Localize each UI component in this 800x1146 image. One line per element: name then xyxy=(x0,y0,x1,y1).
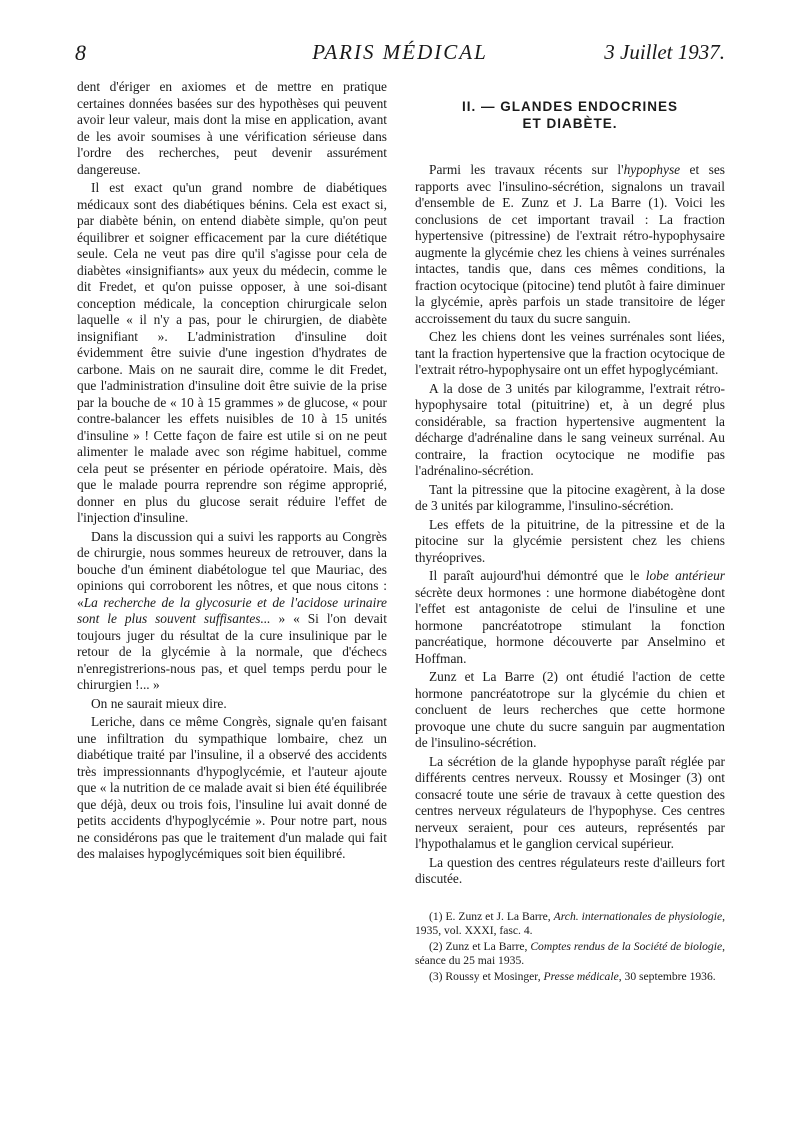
footnote-2 xyxy=(415,940,725,969)
right-paragraph-1 xyxy=(415,162,725,327)
right-column xyxy=(415,79,725,985)
issue-date: 3 Juillet 1937. xyxy=(604,40,725,64)
footnote-3-details: , 30 septembre 1936. xyxy=(618,969,716,983)
footnote-3-authors: (3) Roussy et Mosinger, xyxy=(429,969,544,983)
section-heading-line-1: II. — GLANDES ENDOCRINES xyxy=(461,99,679,114)
footnotes xyxy=(415,910,725,985)
journal-title: PARIS MÉDICAL xyxy=(312,40,488,64)
right-paragraph-6-text-a: Il paraît aujourd'hui démontré que le xyxy=(429,568,646,583)
left-paragraph-3-text-a: Dans la discussion qui a suivi les rapports au Congrès de chirurgie, nous sommes heureux de retrouver, dans la bouche d'un éminent diabétologue tel que Mauriac, des opinions qui corroborent les nôtres, et que nous citons : « xyxy=(77,528,387,610)
footnote-1-authors: (1) E. Zunz et J. La Barre, xyxy=(429,909,554,923)
right-paragraph-8: La sécrétion de la glande hypophyse paraît réglée par différents centres nerveux. Roussy et Mosinger (3) ont consacré toute une série de travaux à cette question des centres nerveux régulateurs de l'hypophyse. Ces centres nerveux seraient, pour ces auteurs, représentés par l'hypothalamus et le ganglion cervical supérieur. xyxy=(415,753,725,851)
footnote-3-source: Presse médicale xyxy=(543,969,619,983)
left-column xyxy=(77,79,387,863)
right-paragraph-2: Chez les chiens dont les veines surrénales sont liées, tant la fraction hypertensive que la fraction ocytocique de l'extrait rétro-hypophysaire ont un effet hypoglycémiant. xyxy=(415,329,725,377)
left-paragraph-3 xyxy=(77,529,387,694)
footnote-1-source: Arch. internationales de physiologie xyxy=(553,909,723,923)
footnote-1 xyxy=(415,910,725,939)
footnote-2-source: Comptes rendus de la Société de biologie xyxy=(530,939,723,953)
footnote-3 xyxy=(415,970,725,985)
right-paragraph-9: La question des centres régulateurs reste d'ailleurs fort discutée. xyxy=(415,854,725,886)
lobe-anterieur-term: lobe antérieur xyxy=(645,568,725,583)
footnote-2-authors: (2) Zunz et La Barre, xyxy=(429,939,531,953)
left-paragraph-1: dent d'ériger en axiomes et de mettre en pratique certaines données basées sur des hypothèses qui peuvent avoir leur valeur, mais dont la mise en application, avant de les avoir soumises à une vérification sérieuse dans l'ordre des recherches, peut devenir assurément dangereuse. xyxy=(77,79,387,177)
left-paragraph-3-text-b: » « Si l'on devait toujours juger du résultat de la cure insulinique par le retour de la glycémie à la normale, que d'échecs n'enregistrerions-nous pas, et quel temps perdu pour le chirurgien !... » xyxy=(77,611,387,692)
right-paragraph-6 xyxy=(415,568,725,667)
hypophyse-term: hypophyse xyxy=(623,162,681,177)
footnote-2-details: , séance du 25 mai 1935. xyxy=(415,939,725,967)
right-paragraph-6-text-b: sécrète deux hormones : une hormone diabétogène dont l'effet est antagoniste de celui de l'insuline et une hormone pancréatotrope stimulant la fonction pancréatique, hormone découverte par Anselmino et Hoffman. xyxy=(415,584,725,666)
section-heading-line-2: ET DIABÈTE. xyxy=(522,116,618,131)
right-paragraph-1-text-a: Parmi les travaux récents sur l' xyxy=(429,162,624,177)
footnote-1-details: , 1935, vol. XXXI, fasc. 4. xyxy=(415,909,726,937)
section-heading xyxy=(415,98,725,132)
right-paragraph-5: Les effets de la pituitrine, de la pitressine et de la pitocine sur la glycémie persistent chez les chiens thyréoprives. xyxy=(415,516,725,565)
left-paragraph-2: Il est exact qu'un grand nombre de diabétiques médicaux sont des diabétiques bénins. Cela est exact si, par diabète bénin, on entend diabète simple, qu'on peut équilibrer et soigner efficacement par la cure diététique seule. Cela ne veut pas dire qu'il s'agisse pour cela de diabètes «insignifiants» aux yeux du médecin, comme le dit Fredet, et qu'on puisse opposer, à une soi-disant conception médicale, la conception chirurgicale selon laquelle « il n'y a pas, pour le chirurgien, de diabète insignifiant ». L'administration d'insuline doit évidemment être suivie d'une ingestion d'hydrates de carbone. Mais on ne saurait dire, comme le dit Fredet, que l'administration d'insuline doit être suivie de la prise par la bouche de « 10 à 15 grammes » de glucose, « pour contre-balancer les effets nuisibles de 10 à 15 unités d'insuline » ! Cette façon de faire est utile si on ne peut alimenter le malade avec son régime habituel, comme cela peut se présenter en période opératoire. Mais, dès que le malade pourra reprendre son régime approprié, donner en plus du glucose serait réduire l'effet de l'injection d'insuline. xyxy=(77,180,387,525)
right-paragraph-3: A la dose de 3 unités par kilogramme, l'extrait rétro-hypophysaire total (pituitrine) et, à un degré plus considérable, sa fraction hypertensive augmentent la décharge d'adrénaline dans le sang veineux surrénal. Au contraire, la fraction ocytocique ne modifie pas l'adrénalino-sécrétion. xyxy=(415,380,725,478)
right-paragraph-7: Zunz et La Barre (2) ont étudié l'action de cette hormone pancréatotrope sur la glycémie du chien et concluent de leurs recherches que cette hormone provoque une chute du sucre sanguin par augmentation de l'insulino-sécrétion. xyxy=(415,669,725,750)
right-paragraph-4: Tant la pitressine que la pitocine exagèrent, à la dose de 3 unités par kilogramme, l'insulino-sécrétion. xyxy=(415,481,725,513)
page-number: 8 xyxy=(75,40,86,65)
right-paragraph-1-text-b: et ses rapports avec l'insulino-sécrétion, signalons un travail d'ensemble de E. Zunz et J. La Barre (1). Voici les conclusions de cet important travail : La fraction hypertensive (pitressine) de l'extrait rétro-hypophysaire augmente la glycémie chez les chiens à veines surrénales intactes, tandis que, dans ces mêmes conditions, la fraction ocytocique (pitocine) tend plutôt à faire diminuer la glycémie, après parfois un stade transitoire de léger accroissement du taux du sucre sanguin. xyxy=(415,162,725,326)
page-header xyxy=(75,40,725,70)
left-paragraph-5: Leriche, dans ce même Congrès, signale qu'en faisant une infiltration du sympathique lombaire, chez un diabétique traité par l'insuline, il a observé des accidents très impressionnants d'hypoglycémie, et l'auteur ajoute que « la nutrition de ce malade avait si bien été équilibrée que déjà, deux ou trois fois, l'insuline lui avait donné de petits accidents d'hypoglycémie ». Pour notre part, nous ne considérons pas que le traitement d'un malade qui fait des malaises hypoglycémiques soit bien équilibré. xyxy=(77,714,387,861)
left-paragraph-4: On ne saurait mieux dire. xyxy=(91,695,227,711)
mauriac-quote: La recherche de la glycosurie et de l'acidose urinaire sont le plus souvent suffisantes... xyxy=(77,594,387,626)
